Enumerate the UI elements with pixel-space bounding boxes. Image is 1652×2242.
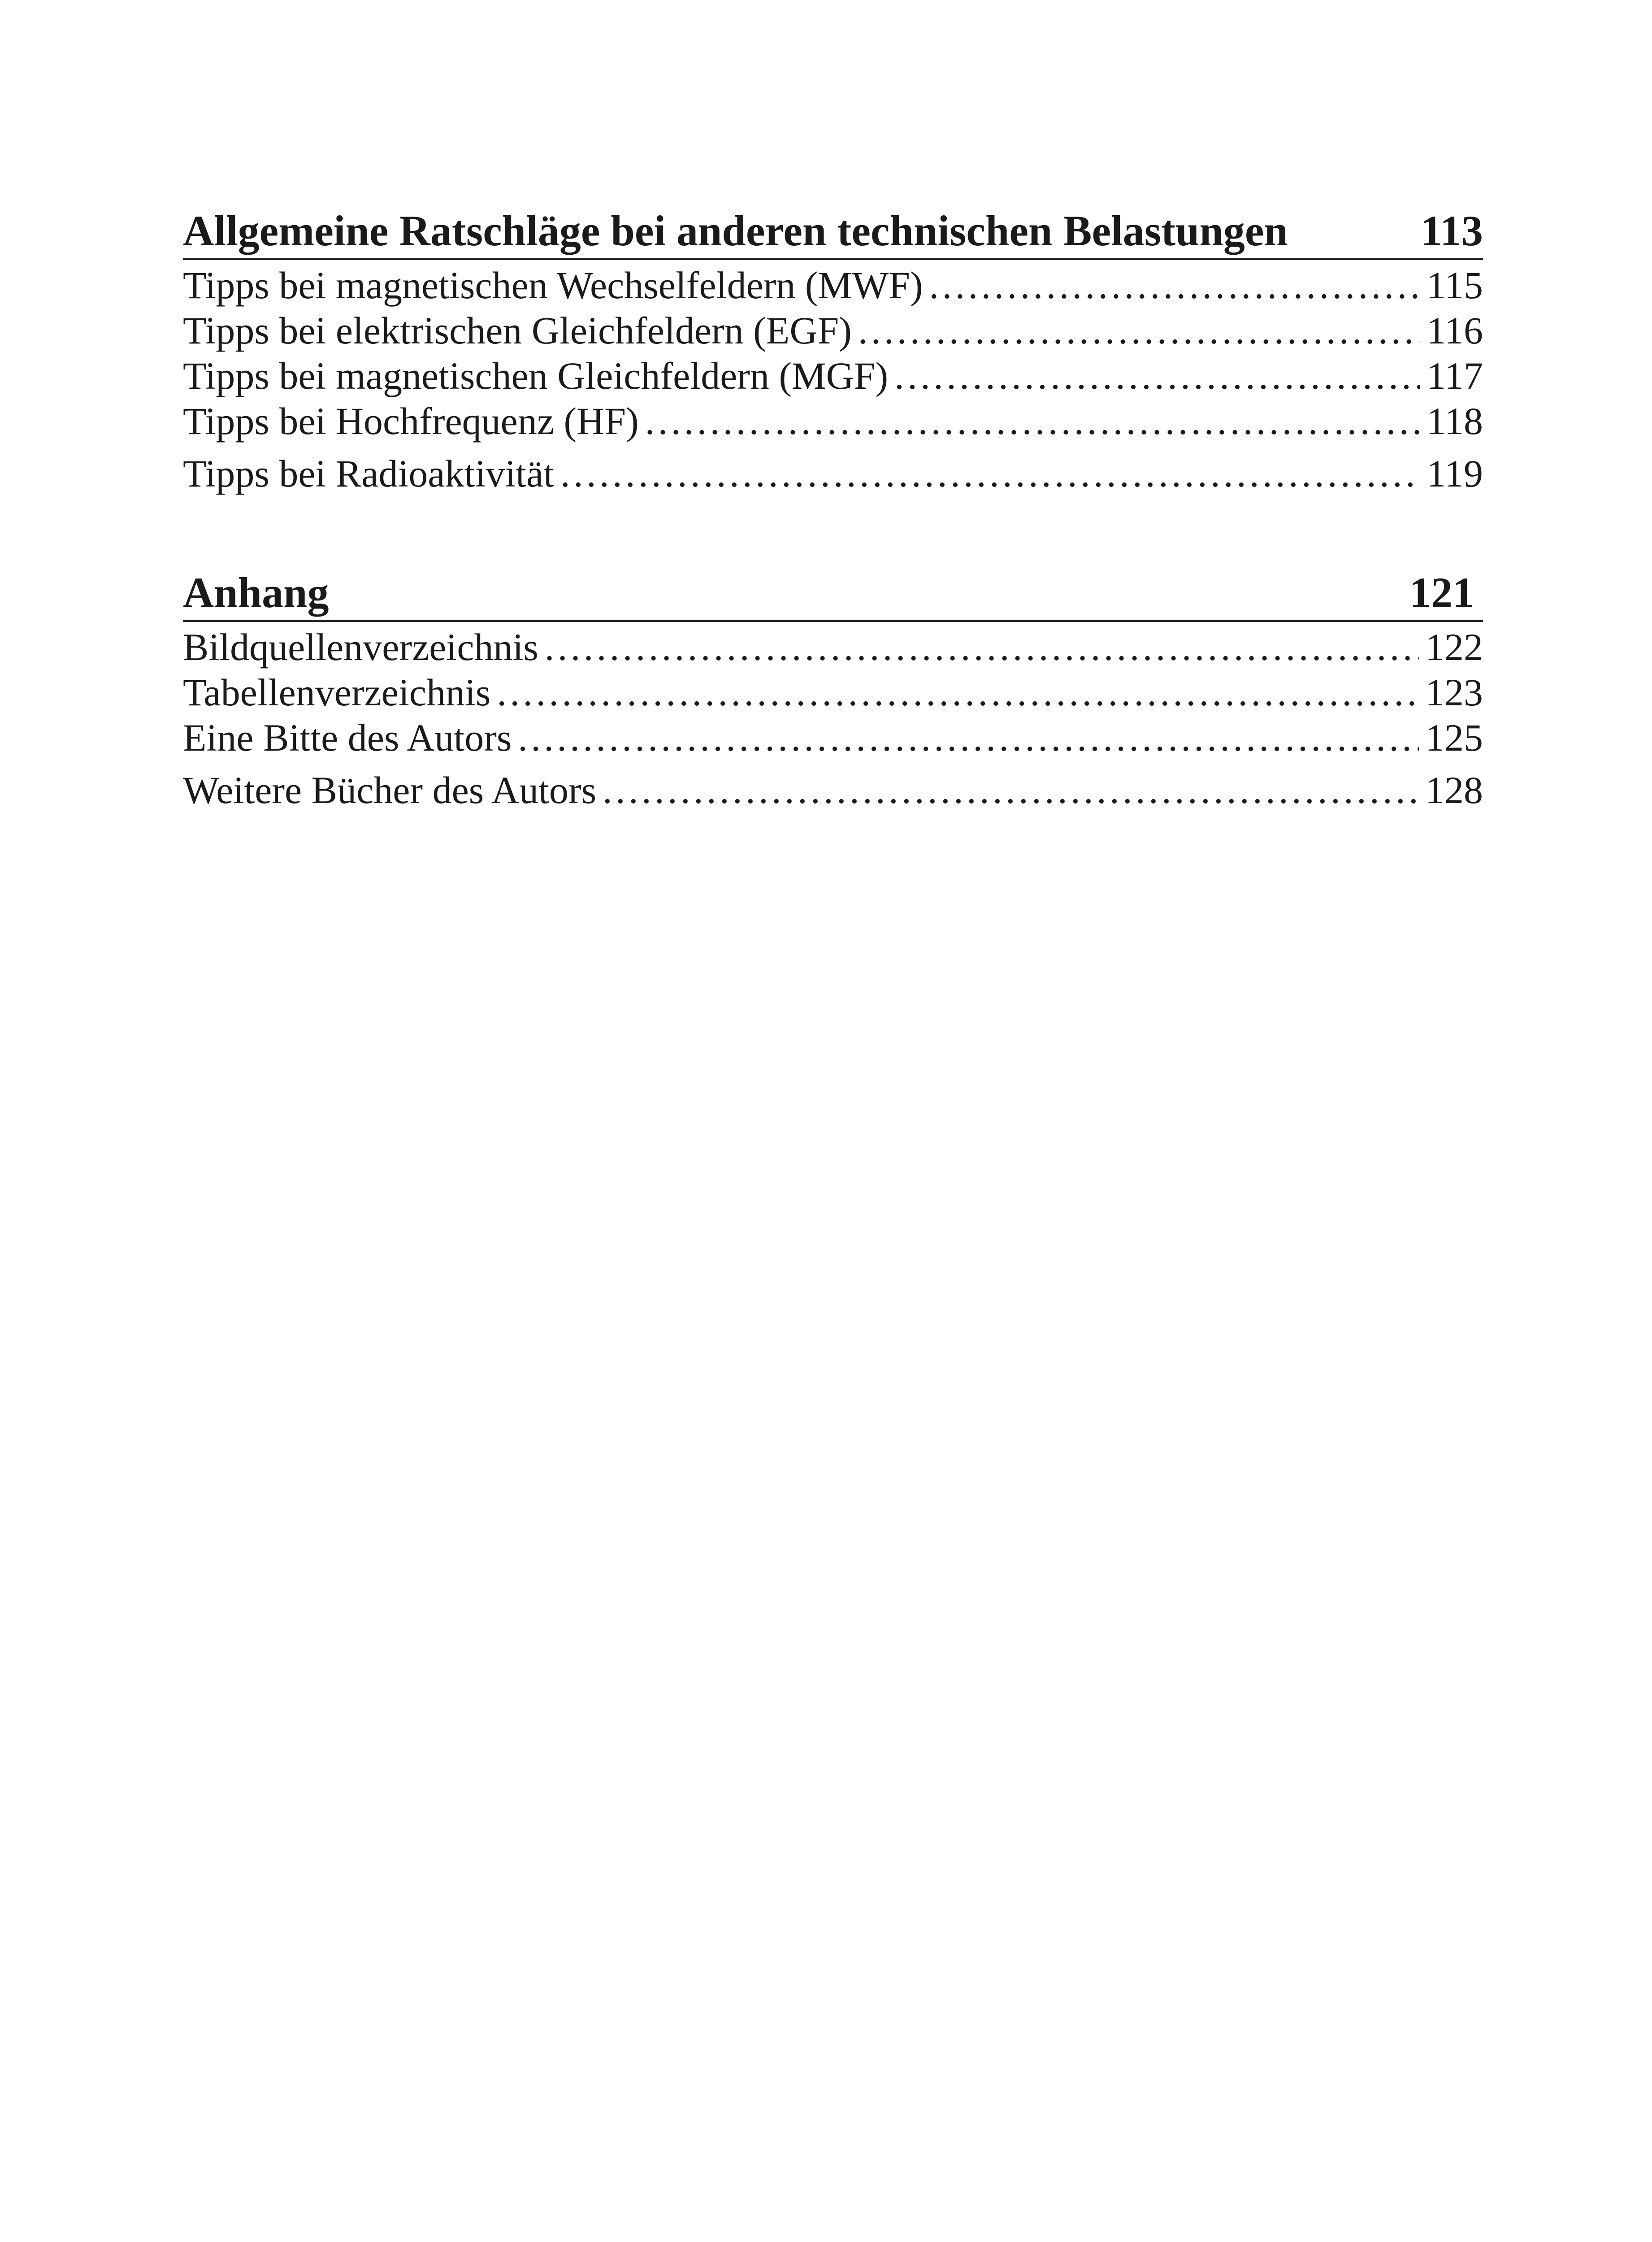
section-header	[183, 566, 1483, 622]
toc-entry-title: Tabellenverzeichnis	[183, 671, 491, 714]
toc-entry[interactable]	[183, 451, 1483, 496]
toc-entry-title: Weitere Bücher des Autors	[183, 769, 597, 812]
toc-section-technical-loads	[183, 204, 1483, 496]
toc-entry-page: 119	[1427, 452, 1483, 495]
toc-entry-page: 117	[1427, 354, 1483, 397]
dot-leader	[518, 715, 1419, 760]
section-title: Allgemeine Ratschläge bei anderen technischen Belastungen	[183, 207, 1288, 255]
section-page-number: 113	[1421, 207, 1483, 255]
toc-entry[interactable]	[183, 399, 1483, 444]
dot-leader	[497, 670, 1419, 715]
dot-leader	[603, 768, 1419, 813]
toc-section-appendix	[183, 566, 1483, 813]
toc-entry[interactable]	[183, 715, 1483, 760]
toc-entry-title: Bildquellenverzeichnis	[183, 626, 538, 669]
toc-entry-page: 118	[1427, 400, 1483, 443]
toc-entry-title: Tipps bei magnetischen Wechselfeldern (MWF)	[183, 264, 923, 307]
toc-entry-list	[183, 263, 1483, 496]
toc-entry-page: 115	[1427, 264, 1483, 307]
toc-entry[interactable]	[183, 353, 1483, 399]
dot-leader	[645, 399, 1420, 444]
toc-entry-title: Tipps bei elektrischen Gleichfeldern (EGF)	[183, 309, 852, 352]
toc-entry-page: 125	[1425, 716, 1483, 759]
toc-entry[interactable]	[183, 625, 1483, 670]
toc-entry-title: Tipps bei Radioaktivität	[183, 452, 555, 495]
toc-entry-list	[183, 625, 1483, 813]
section-header	[183, 204, 1483, 260]
toc-entry[interactable]	[183, 308, 1483, 353]
toc-entry-page: 128	[1425, 769, 1483, 812]
toc-entry-title: Tipps bei Hochfrequenz (HF)	[183, 400, 639, 443]
toc-entry-page: 122	[1425, 626, 1483, 669]
dot-leader	[858, 308, 1420, 353]
section-title: Anhang	[183, 569, 329, 617]
dot-leader	[545, 625, 1419, 670]
toc-entry[interactable]	[183, 768, 1483, 813]
dot-leader	[894, 353, 1420, 399]
dot-leader	[929, 263, 1421, 308]
toc-entry-title: Tipps bei magnetischen Gleichfeldern (MGF)	[183, 354, 889, 397]
toc-entry-title: Eine Bitte des Autors	[183, 716, 512, 759]
toc-entry-page: 123	[1425, 671, 1483, 714]
dot-leader	[560, 451, 1420, 496]
section-page-number: 121	[1409, 569, 1474, 617]
toc-entry-page: 116	[1427, 309, 1483, 352]
toc-entry[interactable]	[183, 263, 1483, 308]
toc-entry[interactable]	[183, 670, 1483, 715]
